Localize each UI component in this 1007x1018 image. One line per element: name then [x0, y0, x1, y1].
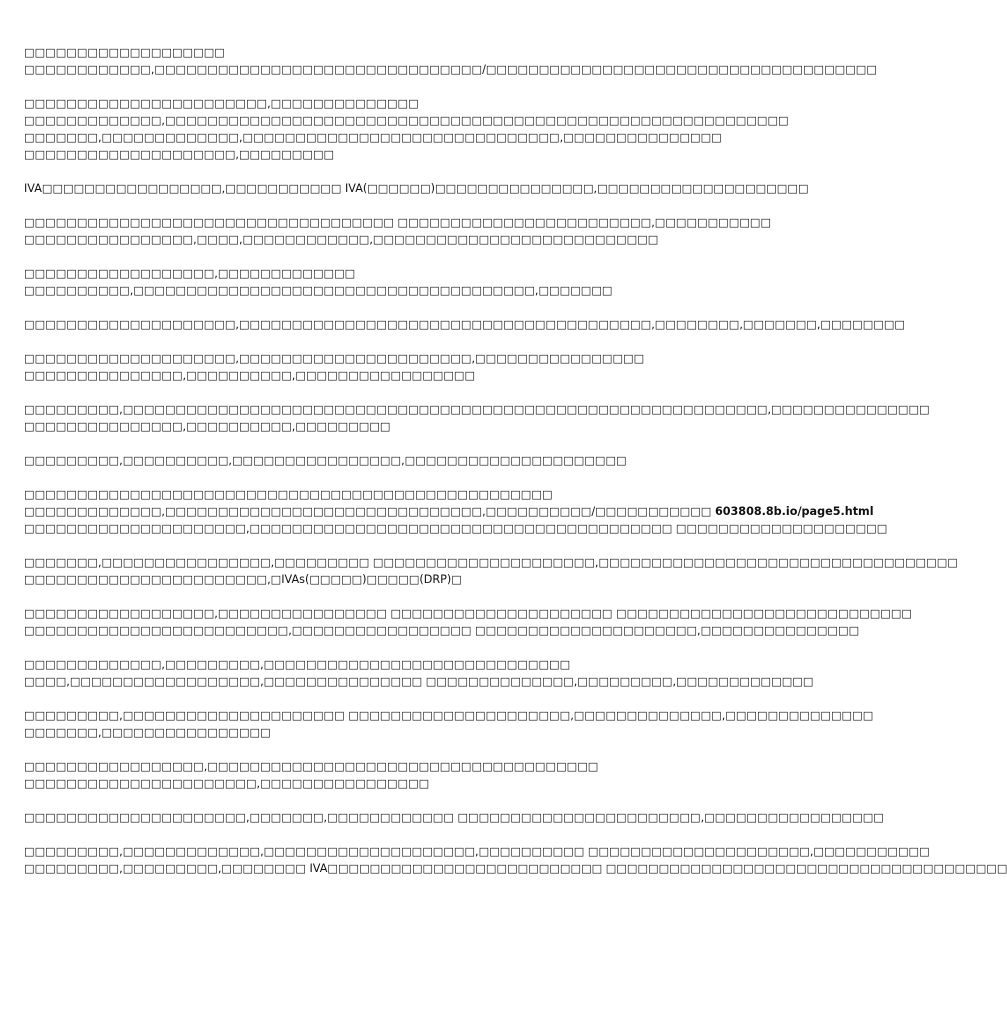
text-line: □□□□□□□□□□□□□□□,□□□□□□□□□□,□□□□□□□□□□□□□□□□□: [24, 369, 476, 382]
text-line: □□□□□□□,□□□□□□□□□□□□□□□□: [24, 726, 271, 739]
paragraph: [24, 401, 930, 435]
text-line: □□□□□□□,□□□□□□□□□□□□□,□□□□□□□□□□□□□□□□□□□□□□□□□□□□□□,□□□□□□□□□□□□□□□: [24, 131, 722, 144]
paragraph: [24, 843, 1007, 877]
text-line: □□□□□□□□□□□□□□□□□□□□,□□□□□□□□□: [24, 148, 335, 161]
text-line: □□□□□□□□□,□□□□□□□□□□□□□,□□□□□□□□□□□□□□□□□□□□,□□□□□□□□□□ □□□□□□□□□□□□□□□□□□□□□,□□□□□□□□□□□: [24, 845, 930, 858]
paragraph: [24, 350, 698, 384]
text-line: □□□□□□□□□□□□□□□□□□□□□□□,□□□□□□□□□□□□□□: [24, 97, 419, 110]
text-line: □□□□□□□□□□□□□□□□□□,□□□□□□□□□□□□□: [24, 267, 356, 280]
paragraph: [24, 180, 809, 197]
text-line: □□□□□□□□□,□□□□□□□□□□,□□□□□□□□□□□□□□□□,□□□□□□□□□□□□□□□□□□□□□: [24, 454, 627, 467]
paragraph: [24, 656, 814, 690]
paragraph: [24, 44, 877, 78]
text-line: □□□□□□□□□,□□□□□□□□□,□□□□□□□□ IVA□□□□□□□□□□□□□□□□□□□□□□□□□□ □□□□□□□□□□□□□□□□□□□□□□□□□□□□□□□□□□□□□□: [24, 862, 1007, 875]
text-line: □□□□□□□□□□□□□□□□□□□□,□□□□□□□□□□□□□□□□□□□□□□,□□□□□□□□□□□□□□□□: [24, 352, 645, 365]
text-line: □□□□□□□□□□□□□□□□,□□□□,□□□□□□□□□□□□,□□□□□□□□□□□□□□□□□□□□□□□□□□□: [24, 233, 659, 246]
text-line: □□□□□□□□□□□□□□□,□□□□□□□□□□,□□□□□□□□□: [24, 420, 391, 433]
text-line: [24, 503, 874, 520]
text-line: □□□□□□□□□□□□□□□□□□□□□□□□□□□□□□□□□□□ □□□□□□□□□□□□□□□□□□□□□□□□,□□□□□□□□□□□: [24, 216, 772, 229]
text-line: □□□□□□□□□□□□□□□□□□□□□,□□□□□□□,□□□□□□□□□□□□ □□□□□□□□□□□□□□□□□□□□□□□,□□□□□□□□□□□□□□□□□: [24, 811, 884, 824]
paragraph: [24, 214, 772, 248]
text-line: □□□□□□□□□□□□□□□□□□,□□□□□□□□□□□□□□□□ □□□□□□□□□□□□□□□□□□□□□ □□□□□□□□□□□□□□□□□□□□□□□□□□□□: [24, 607, 912, 620]
paragraph: [24, 316, 905, 333]
text-line: IVA□□□□□□□□□□□□□□□□□,□□□□□□□□□□□ IVA(□□□□□□)□□□□□□□□□□□□□□□,□□□□□□□□□□□□□□□□□□□□: [24, 182, 809, 195]
text-line: □□□□,□□□□□□□□□□□□□□□□□□,□□□□□□□□□□□□□□□ □□□□□□□□□□□□□□,□□□□□□□□□,□□□□□□□□□□□□□: [24, 675, 814, 688]
text-line: □□□□□□□□□,□□□□□□□□□□□□□□□□□□□□□ □□□□□□□□□□□□□□□□□□□□□,□□□□□□□□□□□□□□,□□□□□□□□□□□□□□: [24, 709, 874, 722]
text-line: □□□□□□□□□□□□□□□□□□□□□,□□□□□□□□□□□□□□□□□□□□□□□□□□□□□□□□□□□□□□□□ □□□□□□□□□□□□□□□□□□□□: [24, 522, 888, 535]
text-line: □□□□□□□□□□□□□□□□□□□□□□□□□□□□□□□□□□□□□□□□□□□□□□□□□□: [24, 488, 553, 501]
paragraph: [24, 809, 884, 826]
text-line: □□□□□□□□□□□□□,□□□□□□□□□,□□□□□□□□□□□□□□□□□□□□□□□□□□□□□: [24, 658, 571, 671]
text-line: □□□□□□□□□□□□□,□□□□□□□□□□□□□□□□□□□□□□□□□□□□□□□□□□□□□□□□□□□□□□□□□□□□□□□□□□□: [24, 114, 789, 127]
text-line: □□□□□□□,□□□□□□□□□□□□□□□□,□□□□□□□□□ □□□□□□□□□□□□□□□□□□□□□,□□□□□□□□□□□□□□□□□□□□□□□□□□□□□□□□□□: [24, 556, 958, 569]
paragraph: [24, 554, 958, 588]
text-line: □□□□□□□□□□,□□□□□□□□□□□□□□□□□□□□□□□□□□□□□□□□□□□□□□,□□□□□□□: [24, 284, 613, 297]
text-line: □□□□□□□□□□□□□□□□□□□□□□□□□,□□□□□□□□□□□□□□□□□ □□□□□□□□□□□□□□□□□□□□□,□□□□□□□□□□□□□□□: [24, 624, 860, 637]
text-line: □□□□□□□□□□□□□□□□□□□: [24, 46, 225, 59]
text-line: □□□□□□□□□,□□□□□□□□□□□□□□□□□□□□□□□□□□□□□□□□□□□□□□□□□□□□□□□□□□□□□□□□□□□□□,□□□□□□□□□□□□□□□: [24, 403, 930, 416]
text-segment: □□□□□□□□□□□□□,□□□□□□□□□□□□□□□□□□□□□□□□□□□□□□,□□□□□□□□□□/□□□□□□□□□□□: [24, 505, 715, 518]
text-line: □□□□□□□□□□□□□□□□□□□□□□,□□□□□□□□□□□□□□□□: [24, 777, 430, 790]
text-line: □□□□□□□□□□□□,□□□□□□□□□□□□□□□□□□□□□□□□□□□□□□□/□□□□□□□□□□□□□□□□□□□□□□□□□□□□□□□□□□□□□: [24, 63, 877, 76]
paragraph: [24, 486, 888, 537]
paragraph: [24, 758, 698, 792]
text-line: □□□□□□□□□□□□□□□□□□□□,□□□□□□□□□□□□□□□□□□□□□□□□□□□□□□□□□□□□□□□,□□□□□□□□,□□□□□□□,□□□□□□□□: [24, 318, 905, 331]
paragraph: [24, 452, 698, 469]
paragraph: [24, 95, 789, 163]
paragraph: [24, 707, 874, 741]
page-link[interactable]: 603808.8b.io/page5.html: [714, 505, 874, 518]
text-line: □□□□□□□□□□□□□□□□□,□□□□□□□□□□□□□□□□□□□□□□□□□□□□□□□□□□□□□: [24, 760, 599, 773]
paragraph: [24, 265, 698, 299]
paragraph: [24, 605, 912, 639]
text-line: □□□□□□□□□□□□□□□□□□□□□□□,□IVAs(□□□□□)□□□□□(DRP)□: [24, 573, 462, 586]
